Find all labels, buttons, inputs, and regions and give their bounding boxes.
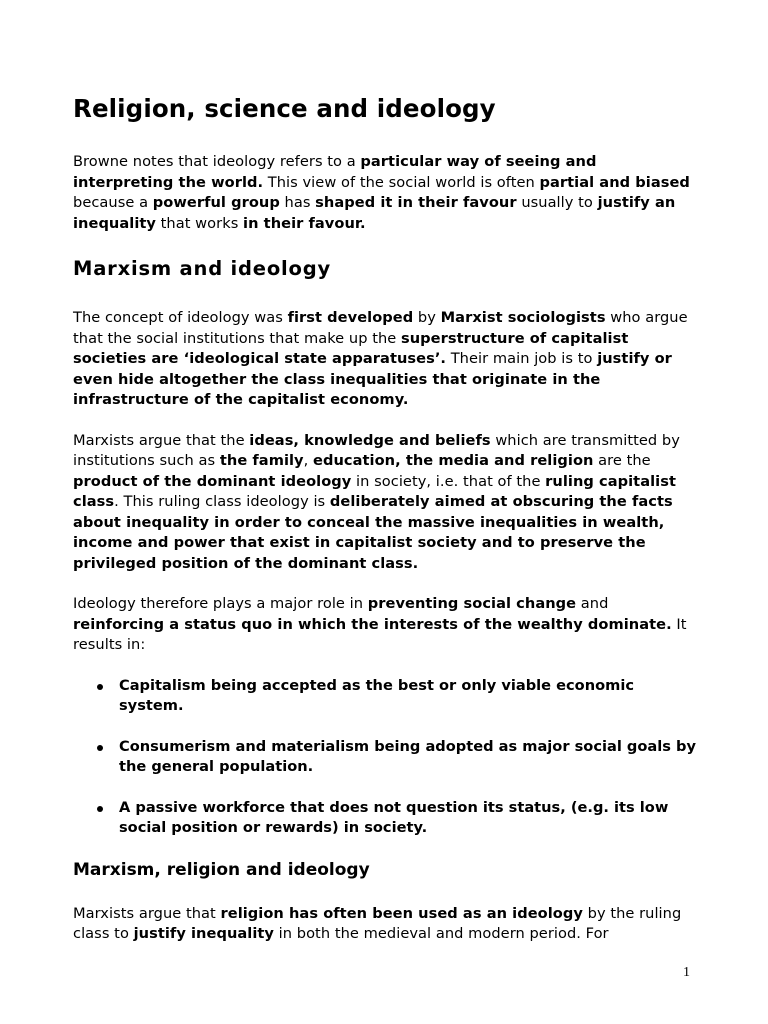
body-text: It results in:	[73, 615, 687, 653]
emphasis-text: first developed	[287, 309, 414, 326]
emphasis-text: particular way of seeing and interpreting the world.	[73, 153, 597, 191]
body-text: Browne notes that ideology refers to a	[73, 153, 361, 170]
emphasis-text: the family	[219, 452, 304, 469]
body-text: This view of the social world is often	[263, 173, 540, 191]
body-text: by the ruling class to	[73, 904, 682, 942]
emphasis-text: ideas, knowledge and beliefs	[249, 431, 491, 449]
list-item	[73, 737, 698, 778]
bullet-icon	[97, 745, 103, 751]
page-number: 1	[683, 965, 690, 980]
body-text: usually to	[516, 194, 598, 211]
section-heading-marxism-ideology: Marxism and ideology	[73, 257, 331, 280]
emphasis-text: product of the dominant ideology	[73, 472, 352, 490]
body-text: in society, i.e. that of the	[351, 472, 546, 490]
emphasis-text: shaped it in their favour	[315, 194, 517, 211]
emphasis-text: in their favour.	[243, 214, 366, 232]
emphasis-text: preventing social change	[367, 595, 577, 612]
emphasis-text: justify inequality	[133, 925, 274, 942]
emphasis-text: education, the media and religion	[313, 452, 594, 469]
list-item-text: Capitalism being accepted as the best or only viable economic system.	[119, 676, 634, 714]
section-heading-marxism-religion-ideology: Marxism, religion and ideology	[73, 859, 370, 880]
bullet-icon	[97, 806, 103, 812]
body-text: Marxists argue that	[73, 904, 221, 922]
section1-paragraph-3	[73, 594, 698, 656]
body-text: and	[576, 595, 609, 612]
list-item-text: Consumerism and materialism being adopted as major social goals by the general population.	[119, 737, 696, 775]
list-item	[73, 676, 698, 717]
emphasis-text: reinforcing a status quo in which the interests of the wealthy dominate.	[73, 615, 672, 633]
body-text: that works	[155, 214, 244, 232]
body-text: who argue that the social institutions that make up the	[73, 309, 688, 347]
body-text: in both the medieval and modern period. For	[273, 925, 609, 942]
section2-paragraph	[73, 904, 698, 945]
emphasis-text: ruling capitalist class	[73, 472, 676, 510]
page-title: Religion, science and ideology	[73, 94, 496, 123]
bullet-list	[73, 676, 698, 839]
emphasis-text: deliberately aimed at obscuring the facts about inequality in order to conceal the massive inequalities in wealth, income and power that exist in capitalist society and to preserve the privileged position of the dominant class.	[73, 493, 673, 572]
body-text: Their main job is to	[446, 350, 598, 367]
body-text: . This ruling class ideology is	[114, 493, 330, 510]
body-text: because a	[73, 194, 153, 211]
emphasis-text: justify an inequality	[73, 194, 676, 232]
body-text: Marxists argue that the	[73, 431, 250, 449]
section1-paragraph-1	[73, 308, 698, 411]
emphasis-text: justify or even hide altogether the class inequalities that originate in the infrastructure of the capitalist economy.	[73, 350, 672, 408]
body-text: by	[413, 309, 441, 326]
page-content	[73, 90, 698, 945]
body-text: which are transmitted by institutions such as	[73, 431, 680, 469]
emphasis-text: superstructure of capitalist societies are ‘ideological state apparatuses’.	[73, 329, 629, 367]
section1-paragraph-2	[73, 431, 698, 575]
list-item-text: A passive workforce that does not question its status, (e.g. its low social position or rewards) in society.	[119, 798, 669, 836]
bullet-icon	[97, 684, 103, 690]
body-text: ,	[303, 452, 314, 469]
list-item	[73, 798, 698, 839]
emphasis-text: Marxist sociologists	[440, 309, 606, 326]
emphasis-text: partial and biased	[539, 173, 690, 191]
body-text: The concept of ideology was	[73, 309, 288, 326]
body-text: Ideology therefore plays a major role in	[73, 595, 368, 612]
emphasis-text: religion has often been used as an ideology	[220, 904, 583, 922]
emphasis-text: powerful group	[152, 194, 280, 211]
body-text: are the	[593, 452, 651, 469]
body-text: has	[279, 194, 316, 211]
intro-paragraph	[73, 152, 698, 234]
